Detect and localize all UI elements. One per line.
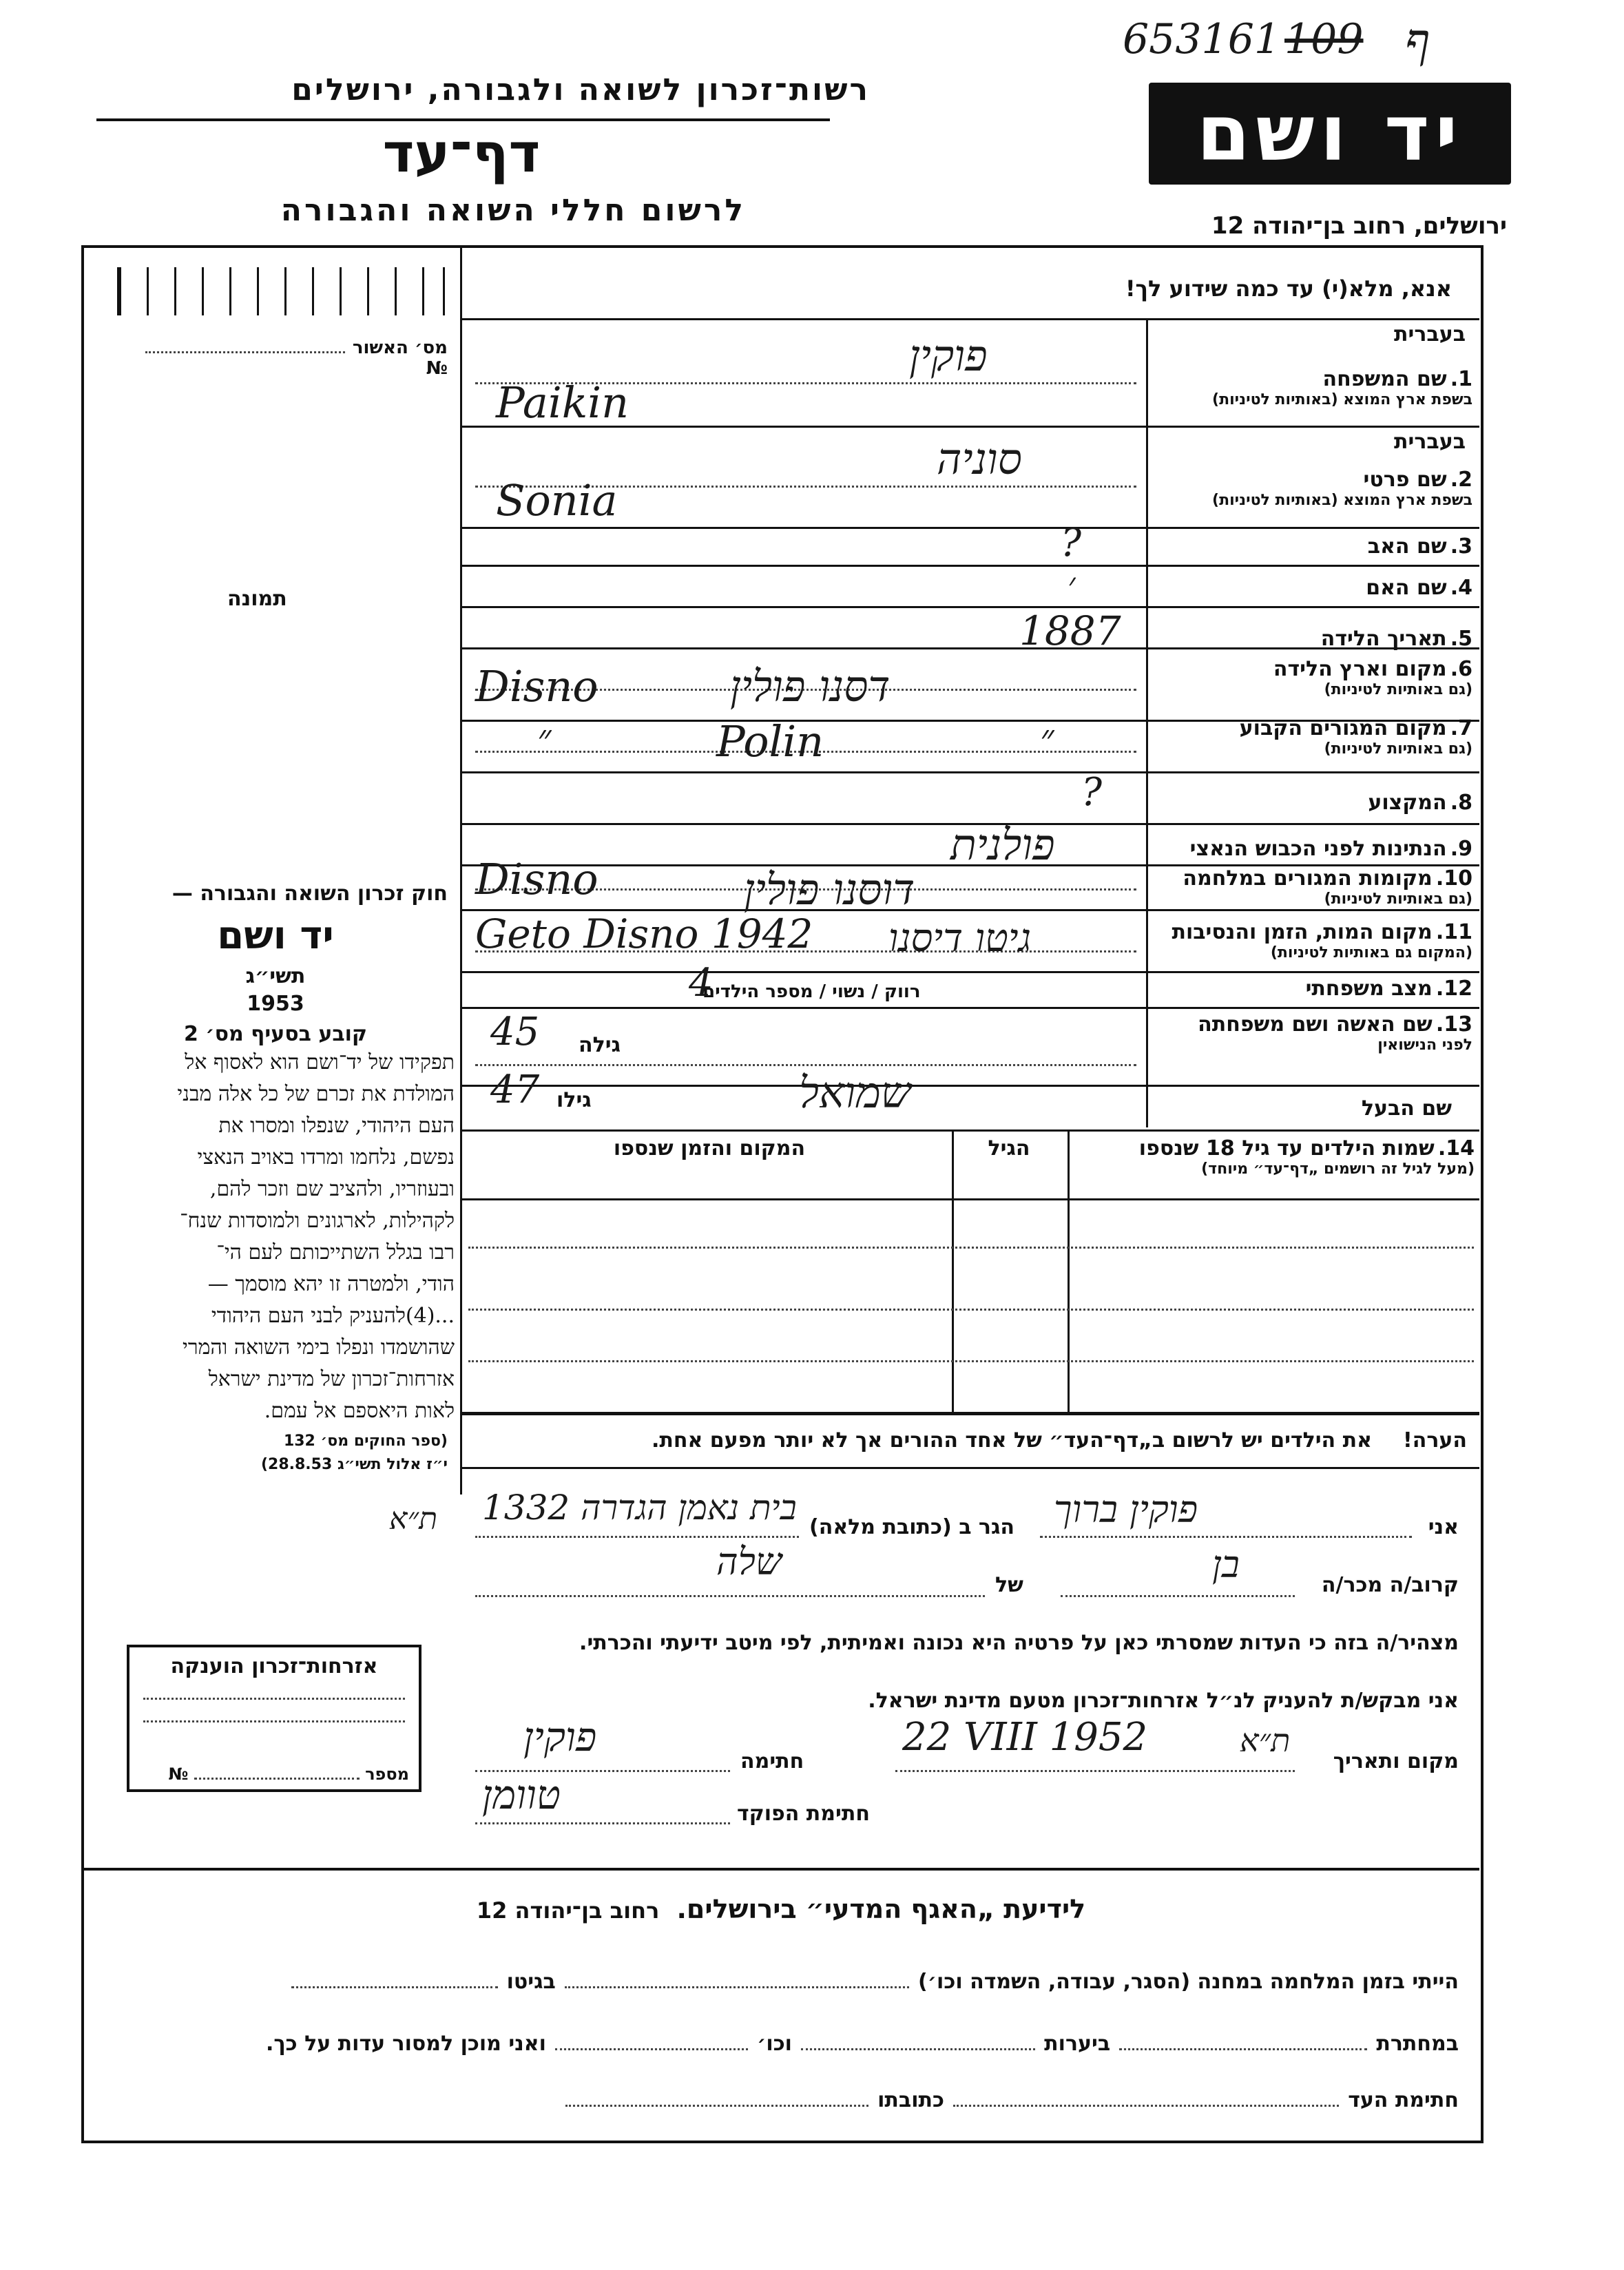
husband-label: שם הבעל [1361, 1096, 1452, 1121]
footer-forests-label: ביערות [1044, 2032, 1111, 2056]
approval-number-field[interactable] [117, 337, 448, 379]
field-7-num: 7. [1450, 716, 1472, 740]
instruction: אנא, מלא(י) עד כמה שידוע לך! [1125, 275, 1452, 302]
footer-ghetto-label: בגיטו [506, 1970, 556, 1994]
field-11 [1149, 920, 1472, 961]
given-latin[interactable]: Sonia [496, 475, 618, 525]
birth-place-hebrew[interactable]: דסנו פולין [730, 661, 891, 711]
law-line: ...(4)להעניק לבני העם היהודי [211, 1304, 455, 1328]
field-12 [1149, 977, 1472, 1001]
law-line: הודי, ולמטרה זו יהא מוסמך — [207, 1272, 455, 1296]
field-10 [1149, 866, 1472, 908]
footer-address: רחוב בן־יהודה 12 [476, 1897, 660, 1924]
wartime-latin[interactable]: Disno [475, 854, 598, 904]
birth-date-value[interactable]: 1887 [1019, 607, 1121, 654]
marital-options: רווק / נשוי / מספר הילדים [702, 981, 921, 1002]
field-3 [1149, 534, 1472, 559]
field-6-num: 6. [1450, 657, 1472, 681]
field-1-num: 1. [1450, 367, 1472, 391]
instruction-divider [461, 318, 1479, 320]
field-2-label: שם פרטי [1363, 468, 1447, 492]
declare-text: מצהיר/ה בזה כי העדות שמסרתי כאן על פרטיה היא נכונה ואמיתית, לפי מיטב ידיעתי והכרתי. [579, 1631, 1459, 1655]
citizenship-no: № [168, 1764, 189, 1784]
citizenship-box [127, 1645, 421, 1792]
relation-of-value[interactable]: שלה [716, 1540, 782, 1583]
field-5-label: תאריך הלידה [1320, 627, 1447, 651]
field-10-num: 10. [1435, 866, 1472, 891]
field-1 [1149, 322, 1472, 408]
field-6-sub: (גם באותיות לטיניות) [1324, 681, 1472, 698]
in-hebrew-label: בעברית [1394, 322, 1466, 346]
approval-label: מס׳ האשור [352, 337, 448, 358]
footer-divider [83, 1868, 1479, 1871]
field-7-sub: (גם באותיות לטיניות) [1324, 740, 1472, 758]
footer-witness-signature-label: חתימת העד [1348, 2088, 1459, 2112]
law-line: רבו בגלל השתייכותם לעם הי־ [216, 1240, 455, 1264]
law-line: לאות היאספם אל עמם. [264, 1399, 455, 1423]
field-12-label: מצב משפחתי [1305, 977, 1433, 1001]
place-date-prefix[interactable]: ת״א [1240, 1722, 1291, 1759]
husband-name[interactable]: שמואל [799, 1068, 911, 1118]
footer-title: לידיעת „האגף המדעי״ בירושלים. [676, 1894, 1086, 1924]
birth-place-latin[interactable]: Disno [475, 661, 598, 711]
remark-text: את הילדים יש לרשום ב„דף־העד״ של אחד ההורים אך לא יותר מפעם אחת. [651, 1428, 1372, 1452]
footer-line-1 [291, 1970, 1459, 1994]
father-value[interactable]: ? [1061, 521, 1082, 565]
footer-line-2 [266, 2032, 1459, 2056]
remark [475, 1428, 1467, 1452]
husband-age[interactable]: 47 [490, 1068, 540, 1112]
residence-mark-right[interactable]: ״ [1040, 716, 1054, 760]
field-9-num: 9. [1450, 837, 1472, 861]
label-column-border [1146, 318, 1148, 1127]
field-7-label: מקום המגורים הקבוע [1239, 716, 1447, 740]
side-column-border [460, 247, 462, 1495]
citizenship-number-row [139, 1764, 409, 1784]
occupation-value[interactable]: ? [1081, 770, 1103, 815]
field-13-label: שם האשה ושם משפחתה [1198, 1012, 1433, 1037]
law-line: שהושמדו ונפלו בימי השואה והמרי [182, 1335, 455, 1360]
header-address: ירושלים, רחוב בן־יהודה 12 [1211, 212, 1507, 240]
field-9 [1149, 837, 1472, 861]
authority-line: רשות־זכרון לשואה ולגבורה, ירושלים [291, 72, 870, 107]
official-signature[interactable]: טוומן [482, 1771, 561, 1818]
footer-etc-label: וכו׳ [757, 2032, 792, 2056]
citizenship-value[interactable]: פולנית [950, 820, 1055, 870]
law-text [96, 1047, 455, 1427]
photo-label: תמונה [227, 587, 287, 611]
law-line: אזרחות־זכרון של מדינת ישראל [208, 1367, 455, 1391]
of-label: של [995, 1573, 1023, 1597]
field-10-sub: (גם באותיות לטיניות) [1324, 891, 1472, 908]
field-13 [1149, 1012, 1472, 1054]
official-label: חתימת הפוקד [737, 1802, 870, 1826]
footer-title-row [83, 1894, 1479, 1924]
declarant-name[interactable]: פוקין ברוך [1054, 1488, 1198, 1531]
logo-text: יד ושם [1196, 89, 1464, 178]
field-10-label: מקומות המגורים במלחמה [1183, 866, 1433, 891]
children-col-1 [952, 1129, 954, 1412]
field-9-label: הנתינות לפני הכבוש הנאצי [1189, 837, 1447, 861]
law-line: ובעוזריו, ולהציב שם וזכר להם, [209, 1177, 455, 1201]
footer-underground-label: במחתרת [1376, 2032, 1459, 2056]
declarant-address[interactable]: בית נאמן הגדרה 1332 [482, 1488, 797, 1528]
field-5 [1149, 627, 1472, 651]
field-14-label: שמות הילדים עד גיל 18 שנספו [1138, 1136, 1435, 1160]
signature-label: חתימה [740, 1749, 804, 1773]
col-age-header: הגיל [988, 1136, 1030, 1160]
remark-label: הערה! [1403, 1428, 1467, 1452]
field-5-num: 5. [1450, 627, 1472, 651]
law-ref-1: (ספר החוקים מס׳ 132 [283, 1433, 448, 1450]
field-8 [1149, 791, 1472, 815]
mother-value[interactable]: ׳ [1068, 565, 1076, 605]
field-7 [1149, 716, 1472, 758]
field-6-label: מקום וארץ הלידה [1273, 657, 1447, 681]
law-line: העם היהודי, שנפלו ומסרו את [218, 1114, 455, 1138]
residence-mark-left[interactable]: ״ [537, 716, 552, 760]
archive-number: 653161 [1123, 15, 1281, 63]
in-hebrew-label: בעברית [1394, 430, 1466, 454]
relative-label: קרוב/ה מכר/ה [1321, 1573, 1459, 1597]
field-4-label: שם האם [1366, 576, 1447, 600]
field-13-num: 13. [1435, 1012, 1472, 1037]
wartime-hebrew[interactable]: דוסנו פולין [744, 864, 915, 915]
field-1-label: שם המשפחה [1322, 367, 1447, 391]
law-line: נפשם, נלחמו ומרדו באויב הנאצי [197, 1145, 455, 1169]
resides-label: הגר ב (כתובת מלאה) [809, 1515, 1015, 1539]
children-count[interactable]: 4 [689, 961, 714, 1006]
field-3-label: שם האב [1367, 534, 1447, 559]
law-year: 1953 [247, 992, 304, 1016]
given-hebrew[interactable]: סוניה [937, 434, 1022, 484]
col-place-header: המקום והזמן שנספו [613, 1136, 806, 1160]
field-2-sub: בשפת ארץ המוצא (באותיות לטיניות) [1212, 492, 1472, 509]
field-14-sub: (מעל לגיל זה רושמים „דף־עד״ מיוחד) [1201, 1160, 1475, 1178]
field-14 [1072, 1136, 1475, 1178]
field-12-num: 12. [1435, 977, 1472, 1001]
field-8-label: המקצוע [1368, 791, 1447, 815]
date-value[interactable]: 22 VIII 1952 [902, 1715, 1148, 1760]
request-text: אני מבקש/ת להעניק לנ״ל אזרחות־זכרון מטעם מדינת ישראל. [868, 1689, 1459, 1713]
footer-camp-label: הייתי בזמן המלחמה במחנה (הסגר, עבודה, השמדה וכו׳) [918, 1970, 1459, 1994]
field-4-num: 4. [1450, 576, 1472, 600]
law-title: חוק זכרון השואה והגבורה — [171, 882, 448, 906]
struck-archive-number: 109 [1284, 15, 1364, 63]
law-name: יד ושם [217, 913, 334, 958]
form-subtitle: לרשום חללי השואה והגבורה [280, 193, 746, 228]
citizenship-number-label: מספר [365, 1764, 409, 1784]
footer-line-3 [565, 2088, 1459, 2112]
authority-underline [96, 118, 830, 121]
footer-witness-address-label: כתובתו [877, 2088, 944, 2112]
residence-latin[interactable]: Polin [716, 716, 824, 767]
surname-hebrew[interactable]: פוקין [909, 331, 988, 381]
form-title: דף־עד [382, 123, 541, 185]
wife-age[interactable]: 45 [490, 1010, 540, 1054]
law-line: המולדת את זכרם של כל אלה מבני [177, 1082, 455, 1106]
surname-latin[interactable]: Paikin [496, 377, 629, 428]
relation-value[interactable]: בן [1212, 1543, 1240, 1586]
archive-suffix: ף [1405, 12, 1430, 69]
law-line: תפקידו של יד־ושם הוא לאסוף אל [185, 1050, 455, 1074]
yad-vashem-logo [1149, 83, 1511, 185]
field-2 [1149, 430, 1472, 509]
field-13-sub: לפני הנישואין [1377, 1037, 1472, 1054]
field-6 [1149, 657, 1472, 698]
field-2-num: 2. [1450, 468, 1472, 492]
citizenship-title: אזרחות־זכרון הוענקה [170, 1654, 378, 1678]
law-ref-2: י״ז אלול תשי״ג 28.8.53) [260, 1456, 448, 1473]
law-year-heb: תשי״ג [245, 964, 306, 988]
field-14-num: 14. [1437, 1136, 1475, 1160]
declarant-address-extra[interactable]: ת״א [389, 1501, 437, 1537]
photo-cut-ticks [117, 267, 445, 315]
place-date-label: מקום ותאריך [1333, 1749, 1459, 1773]
field-11-label: מקום המות, הזמן והנסיבות [1172, 920, 1433, 944]
field-3-num: 3. [1450, 534, 1472, 559]
field-1-sub: בשפת ארץ המוצא (באותיות לטיניות) [1212, 391, 1472, 408]
signature-value[interactable]: פוקין [523, 1714, 597, 1760]
death-latin[interactable]: Geto Disno 1942 [475, 910, 813, 957]
field-11-sub: (המקום גם באותיות לטיניות) [1270, 944, 1472, 961]
death-hebrew[interactable]: גיטו דיסנו [888, 916, 1032, 961]
husband-age-label: גילו [556, 1088, 592, 1112]
footer-ready-text: ואני מוכן למסור עדות על כך. [265, 2032, 546, 2056]
field-4 [1149, 576, 1472, 600]
wife-age-label: גילה [579, 1033, 621, 1057]
children-col-2 [1068, 1129, 1070, 1412]
declarant-i-label: אני [1428, 1515, 1459, 1539]
approval-no: № [426, 358, 448, 379]
field-8-num: 8. [1450, 791, 1472, 815]
law-line: לקהילות, לארגונים ולמוסדות שנח־ [180, 1209, 455, 1233]
law-section: קובע בסעיף מס׳ 2 [183, 1022, 368, 1046]
field-11-num: 11. [1435, 920, 1472, 944]
